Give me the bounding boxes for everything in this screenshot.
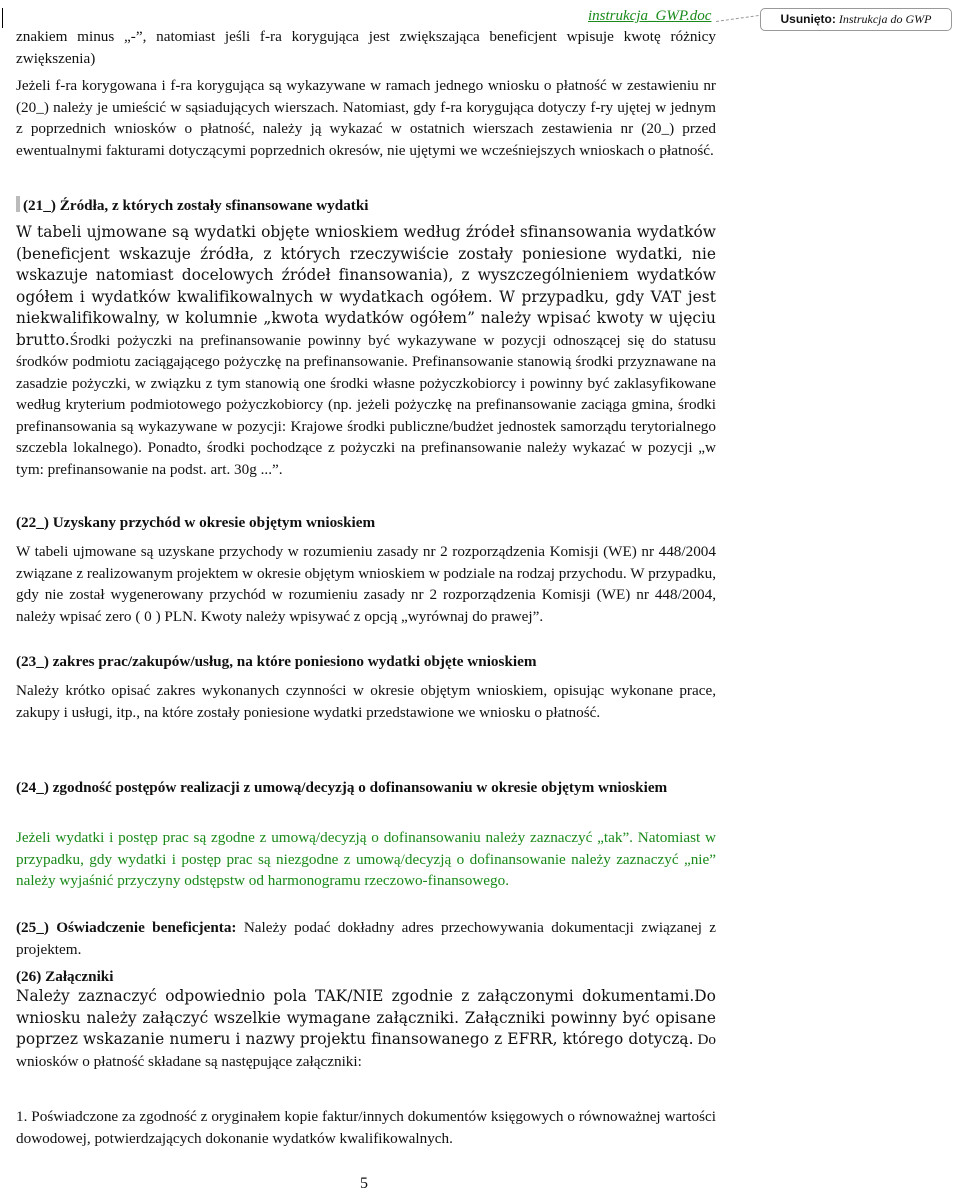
- paragraph-25-text: Należy podać dokładny adres przechowywania dokumentacji związanej z projektem.: [16, 919, 716, 958]
- tracked-deletion-balloon[interactable]: [760, 8, 952, 31]
- attachment-item-1: [16, 1106, 716, 1149]
- paragraph-22: W tabeli ujmowane są uzyskane przychody w rozumieniu zasady nr 2 rozporządzenia Komisji (WE) nr 448/2004 związane z realizowanym projektem w okresie objętym wnioskiem w podziale na rodzaj przychodu. W przypadku, gdy nie został wygenerowany przychód w rozumieniu zasady nr 2 rozporządzenia Komisji (WE) nr 448/2004, należy wpisać zero ( 0 ) PLN. Kwoty należy wpisywać z opcją „wyrównaj do prawej”.: [16, 543, 716, 625]
- paragraph-26: [16, 986, 716, 1072]
- tracked-change-link[interactable]: instrukcja_GWP.doc: [588, 8, 712, 24]
- paragraph-corrective-invoices: Jeżeli f-ra korygowana i f-ra korygująca są wykazywane w ramach jednego wniosku o płatność w zestawieniu nr (20_) należy je umieścić w sąsiadujących wierszach. Natomiast, gdy f-ra korygująca dotyczy f-ry ujętej w jednym z poprzednich wniosków o płatność, należy ją wykazać w ostatnich wierszach zestawienia nr (20_) przed ewentualnymi fakturami dotyczącymi poprzednich okresów, nie ujętymi we wcześniejszych wnioskach o płatność.: [16, 77, 716, 159]
- page-number: 5: [360, 1175, 368, 1192]
- paragraph-25: [16, 917, 716, 960]
- comment-connector-line: [716, 14, 764, 22]
- deleted-text: Instrukcja do GWP: [838, 12, 932, 26]
- attachment-item-1-text: Poświadczone za zgodność z oryginałem kopie faktur/innych dokumentów księgowych o równoważnej wartości dowodowej, potwierdzających dokonanie wydatków kwalifikowalnych.: [16, 1108, 716, 1147]
- text-cursor: [2, 8, 3, 28]
- heading-25: (25_) Oświadczenie beneficjenta:: [16, 919, 237, 936]
- paragraph-26-part2: Do wniosków o płatność składane są następujące załączniki:: [16, 1031, 717, 1070]
- paragraph-23: Należy krótko opisać zakres wykonanych czynności w okresie objętym wnioskiem, opisując wykonane prace, zakupy i usługi, itp., na które zostały poniesione wydatki przedstawione we wniosku o płatność.: [16, 682, 716, 721]
- paragraph-21: [16, 222, 716, 480]
- heading-23: (23_) zakres prac/zakupów/usług, na które poniesiono wydatki objęte wnioskiem: [16, 653, 537, 670]
- attachment-item-1-number: 1.: [16, 1108, 28, 1125]
- heading-24: (24_) zgodność postępów realizacji z umową/decyzją o dofinansowaniu w okresie objętym wnioskiem: [16, 779, 668, 796]
- heading-26: (26) Załączniki: [16, 968, 114, 985]
- paragraph-24: Jeżeli wydatki i postęp prac są zgodne z umową/decyzją o dofinansowaniu należy zaznaczyć „tak”. Natomiast w przypadku, gdy wydatki i postęp prac są niezgodne z umową/decyzją o dofinansowanie należy zaznaczyć „nie” należy wyjaśnić przyczyny odstępstw od harmonogramu rzeczowo-finansowego.: [16, 829, 716, 889]
- paragraph-minus-sign: znakiem minus „-”, natomiast jeśli f-ra korygująca jest zwiększająca beneficjent wpisuje kwotę różnicy zwiększenia): [16, 28, 716, 67]
- deletion-label: Usunięto:: [780, 12, 836, 26]
- paragraph-21-part2: Środki pożyczki na prefinansowanie powinny być wykazywane w pozycji odnoszącej się do statusu środków podmiotu zaciągającego pożyczkę na prefinansowanie. Prefinansowanie stanowią środki przyznawane na zasadzie pożyczki, w związku z tym stanowią one środki własne pożyczkobiorcy i powinny być zaklasyfikowane według kryterium podmiotowego pożyczkobiorcy (np. jeżeli pożyczkę na prefinansowanie zaciąga gmina, środki prefinansowania są wykazywane w pozycji: Krajowe środki publiczne/budżet jednostek samorządu terytorialnego szczebla lokalnego). Ponadto, środki pochodzące z pożyczki na prefinansowanie należy wykazać w pozycji „w tym: prefinansowanie na podst. art. 30g ...”.: [16, 331, 716, 478]
- paragraph-21-part1: W tabeli ujmowane są wydatki objęte wnioskiem według źródeł sfinansowania wydatków (beneficjent wskazuje źródła, z których rzeczywiście zostały poniesione wydatki, nie wskazuje natomiast docelowych źródeł finansowania), z wyszczególnieniem wydatków ogółem i wydatków kwalifikowalnych w wydatkach ogółem. W przypadku, gdy VAT jest niekwalifikowalny, w kolumnie „kwota wydatków ogółem” należy wpisać kwoty w ujęciu brutto.: [16, 223, 716, 349]
- paragraph-26-part1: Należy zaznaczyć odpowiednio pola TAK/NIE zgodnie z załączonymi dokumentami.Do wniosku należy załączyć wszelkie wymagane załączniki. Załączniki powinny być opisane poprzez wskazanie numeru i nazwy projektu finansowanego z EFRR, którego dotyczą.: [16, 987, 716, 1048]
- heading-21: (21_) Źródła, z których zostały sfinansowane wydatki: [16, 195, 716, 217]
- heading-22: (22_) Uzyskany przychód w okresie objętym wnioskiem: [16, 514, 376, 531]
- change-bar: [16, 196, 20, 212]
